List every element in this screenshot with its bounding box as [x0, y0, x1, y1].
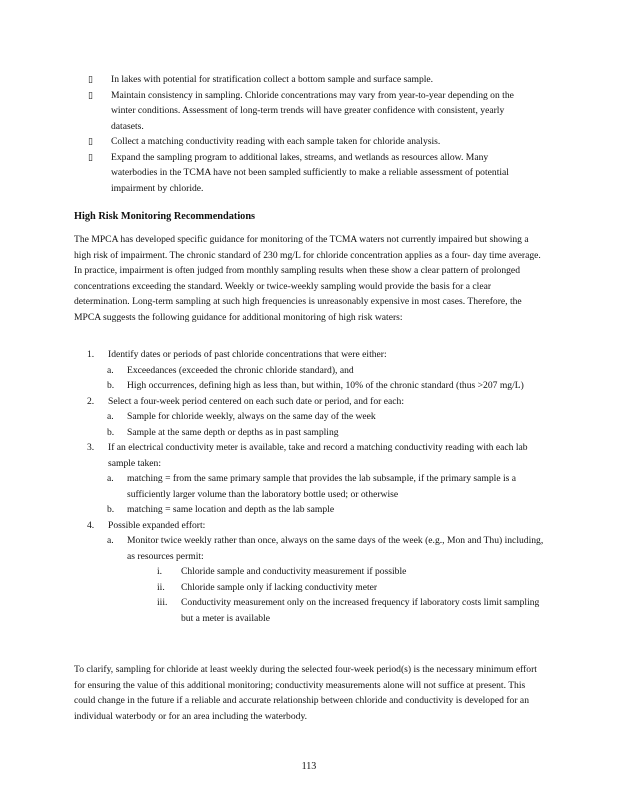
bullet-text: Expand the sampling program to additional lakes, streams, and wetlands as resources allow. Many waterbodies in the TCMA have not been sampled sufficiently to make a reliable assessment of potential impairment by chloride.: [111, 151, 509, 194]
sub-list-item: [74, 378, 548, 394]
roman-numeral: i.: [157, 566, 163, 577]
list-number: 4.: [87, 519, 95, 531]
list-item: [74, 518, 548, 534]
list-number: 3.: [87, 442, 95, 453]
list-number: 2.: [87, 395, 95, 407]
sub-sub-list-item: [74, 564, 548, 580]
list-text: Possible expanded effort:: [108, 519, 206, 531]
bullet-item: [88, 134, 533, 150]
bullet-glyph: ▯: [88, 89, 93, 100]
bullet-glyph: ▯: [88, 151, 93, 162]
sub-list-item: [74, 409, 548, 425]
sub-list-letter: a.: [107, 364, 114, 376]
sub-list-letter: a.: [107, 411, 114, 422]
sub-list-item: [74, 363, 548, 379]
list-text: Identify dates or periods of past chloride concentrations that were either:: [108, 349, 387, 360]
sub-list-letter: a.: [107, 473, 114, 484]
sub-list-text: Sample at the same depth or depths as in past sampling: [127, 426, 339, 438]
sub-sub-list-text: Chloride sample and conductivity measurement if possible: [181, 566, 407, 577]
bullet-glyph: ▯: [88, 74, 93, 84]
bullet-item: [88, 150, 533, 197]
sub-list-item: [74, 502, 548, 518]
sub-list-text: High occurrences, defining high as less than, but within, 10% of the chronic standard (thus >207 mg/L): [127, 380, 524, 391]
intro-paragraph: The MPCA has developed specific guidance for monitoring of the TCMA waters not currently impaired but showing a high risk of impairment. The chronic standard of 230 mg/L for chloride concentration applies as a four- day time average. In practice, impairment is often judged from monthly sampling results when these show a clear pattern of prolonged concentrations exceeding the standard. Weekly or twice-weekly sampling would provide the basis for a clear determination. Long-term sampling at such high frequencies is unreasonably expensive in most cases. Therefore, the MPCA suggests the following guidance for additional monitoring of high risk waters:: [74, 234, 541, 323]
roman-numeral: iii.: [157, 597, 168, 608]
sub-sub-list-item: [74, 595, 548, 626]
roman-numeral: ii.: [157, 581, 165, 593]
sub-list-text: matching = from the same primary sample that provides the lab subsample, if the primary sample is a sufficiently larger volume than the laboratory bottle used; or otherwise: [127, 473, 517, 500]
sub-list-letter: b.: [107, 426, 115, 438]
sub-sub-list-text: Chloride sample only if lacking conductivity meter: [181, 581, 378, 593]
sub-list-item: [74, 533, 548, 564]
bullet-item: [88, 72, 533, 88]
sub-list-item: [74, 471, 548, 502]
sub-list-text: matching = same location and depth as the lab sample: [127, 504, 335, 515]
sub-list-text: Sample for chloride weekly, always on the same day of the week: [127, 411, 376, 422]
bullet-text: Maintain consistency in sampling. Chloride concentrations may vary from year-to-year depending on the winter conditions. Assessment of long-term trends will have greater confidence with consistent, yearly datasets.: [111, 89, 514, 132]
page-number: 113: [301, 761, 317, 772]
bullet-text: In lakes with potential for stratification collect a bottom sample and surface sample.: [111, 74, 434, 85]
list-number: 1.: [87, 349, 95, 360]
sub-sub-list-text: Conductivity measurement only on the increased frequency if laboratory costs limit sampling but a meter is available: [181, 597, 540, 624]
bullet-item: [88, 88, 533, 135]
list-item: [74, 347, 548, 363]
bullet-list: [88, 72, 533, 196]
sub-list-item: [74, 425, 548, 441]
sub-list-letter: b.: [107, 504, 115, 515]
sub-list-text: Monitor twice weekly rather than once, always on the same days of the week (e.g., Mon and Thu) including, as resources permit:: [127, 535, 544, 562]
sub-list-letter: a.: [107, 535, 114, 546]
list-item: [74, 394, 548, 410]
closing-paragraph: To clarify, sampling for chloride at least weekly during the selected four-week period(s) is the necessary minimum effort for ensuring the value of this additional monitoring; conductivity measurements alone will not suffice at present. This could change in the future if a reliable and accurate relationship between chloride and conductivity is developed for an individual waterbody or for an area including the waterbody.: [74, 664, 537, 722]
bullet-text: Collect a matching conductivity reading with each sample taken for chloride analysis.: [111, 136, 441, 147]
bullet-glyph: ▯: [88, 136, 93, 146]
sub-list-text: Exceedances (exceeded the chronic chloride standard), and: [127, 364, 354, 376]
sub-sub-list-item: [74, 580, 548, 596]
list-item: [74, 440, 548, 471]
section-heading: High Risk Monitoring Recommendations: [74, 211, 256, 222]
numbered-list: [74, 347, 548, 626]
list-text: If an electrical conductivity meter is available, take and record a matching conductivity reading with each lab sample taken:: [108, 442, 528, 469]
list-text: Select a four-week period centered on each such date or period, and for each:: [108, 395, 405, 407]
sub-list-letter: b.: [107, 380, 115, 391]
